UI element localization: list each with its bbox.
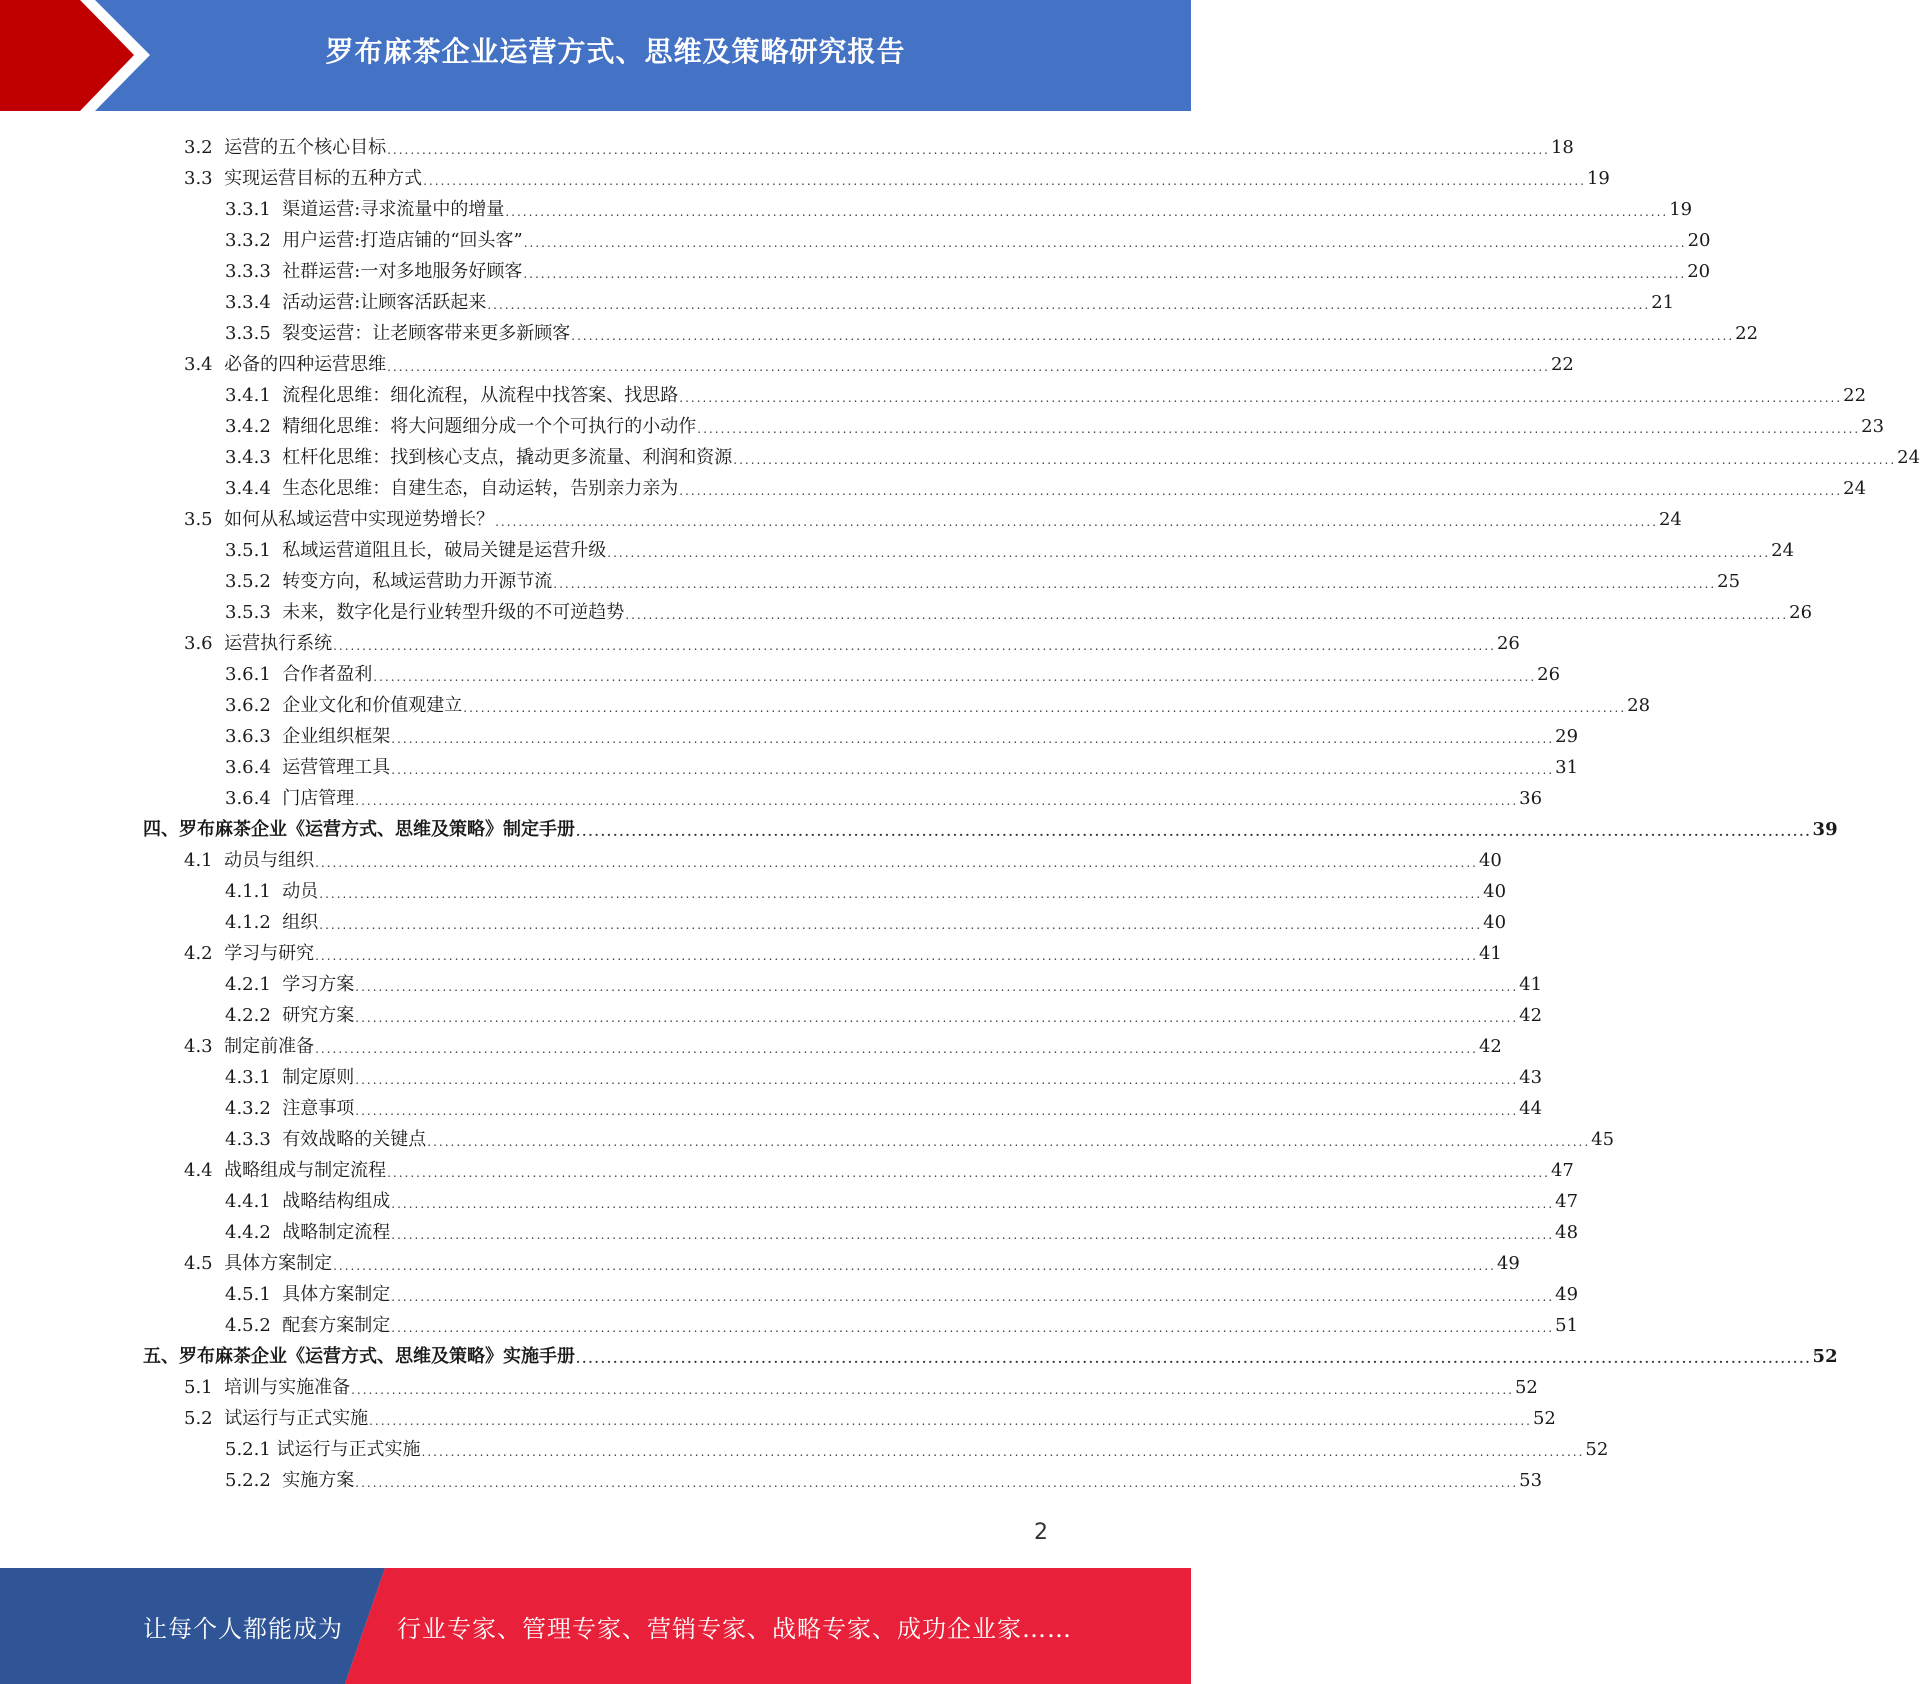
toc-entry[interactable]	[184, 841, 1502, 872]
toc-entry-page: 52	[1585, 1439, 1609, 1460]
toc-entry-number: 4.4.2	[225, 1222, 283, 1243]
toc-dot-leader: ........................................................................................................................................................................................................	[373, 670, 1537, 684]
toc-entry-number: 4.2.1	[225, 974, 283, 995]
toc-dot-leader: ........................................................................................................................................................................................................	[391, 1197, 1555, 1211]
toc-entry[interactable]	[184, 624, 1520, 655]
toc-entry-title: 动员	[282, 881, 319, 902]
toc-entry[interactable]	[184, 1399, 1556, 1430]
toc-entry-page: 20	[1687, 230, 1711, 251]
toc-entry-number: 3.5	[184, 509, 225, 530]
toc-entry-number: 4.4	[184, 1160, 225, 1181]
toc-entry-number: 4.1.1	[225, 881, 283, 902]
toc-entry-title: 战略制定流程	[282, 1222, 391, 1243]
toc-entry-number: 4.5	[184, 1253, 225, 1274]
toc-entry-title: 战略结构组成	[282, 1191, 391, 1212]
toc-entry-title: 私域运营道阻且长，破局关键是运营升级	[282, 540, 607, 561]
toc-entry-title: 社群运营:一对多地服务好顾客	[282, 261, 523, 282]
toc-dot-leader: ........................................................................................................................................................................................................	[391, 1290, 1555, 1304]
toc-entry[interactable]	[225, 1182, 1579, 1213]
toc-entry-page: 40	[1483, 912, 1507, 933]
toc-entry-title: 研究方案	[282, 1005, 355, 1026]
toc-entry-page: 22	[1550, 354, 1574, 375]
toc-entry[interactable]	[225, 1120, 1615, 1151]
toc-entry-number: 3.6	[184, 633, 225, 654]
toc-entry-number: 3.5.2	[225, 571, 283, 592]
toc-entry-title: 学习与研究	[224, 943, 315, 964]
toc-entry-title: 企业文化和价值观建立	[282, 695, 463, 716]
toc-entry-number: 4.3	[184, 1036, 225, 1057]
toc-entry[interactable]	[225, 1430, 1609, 1461]
toc-entry-number: 4.3.1	[225, 1067, 283, 1088]
toc-dot-leader: ........................................................................................................................................................................................................	[607, 546, 1771, 560]
toc-dot-leader: ........................................................................................................................................................................................................	[463, 701, 1627, 715]
toc-entry-page: 39	[1812, 819, 1838, 840]
toc-entry-title: 合作者盈利	[282, 664, 373, 685]
toc-entry-page: 41	[1478, 943, 1502, 964]
toc-entry-number: 3.6.4	[225, 757, 283, 778]
toc-dot-leader: ........................................................................................................................................................................................................	[315, 856, 1478, 870]
toc-entry-title: 试运行与正式实施	[224, 1408, 369, 1429]
toc-entry-number: 五、	[143, 1346, 179, 1367]
toc-entry-page: 26	[1537, 664, 1561, 685]
toc-entry[interactable]	[225, 252, 1711, 283]
toc-entry-page: 25	[1717, 571, 1741, 592]
toc-entry-number: 4.2.2	[225, 1005, 283, 1026]
toc-dot-leader: ........................................................................................................................................................................................................	[625, 608, 1789, 622]
toc-entry-page: 45	[1591, 1129, 1615, 1150]
toc-entry[interactable]	[225, 407, 1885, 438]
toc-entry-page: 28	[1627, 695, 1651, 716]
toc-entry-page: 49	[1555, 1284, 1579, 1305]
toc-entry[interactable]	[225, 221, 1711, 252]
toc-entry[interactable]	[225, 190, 1693, 221]
toc-entry-number: 4.3.2	[225, 1098, 283, 1119]
toc-entry-number: 3.4.4	[225, 478, 283, 499]
toc-dot-leader: ........................................................................................................................................................................................................	[679, 484, 1843, 498]
toc-entry-page: 47	[1555, 1191, 1579, 1212]
toc-entry-number: 3.2	[184, 137, 225, 158]
page-number: 2	[1034, 1520, 1048, 1545]
toc-entry-number: 3.5.3	[225, 602, 283, 623]
toc-entry-number: 4.2	[184, 943, 225, 964]
toc-dot-leader: ........................................................................................................................................................................................................	[505, 205, 1669, 219]
toc-entry-number: 3.3.3	[225, 261, 283, 282]
toc-entry-title: 运营执行系统	[224, 633, 333, 654]
toc-entry-title: 制定前准备	[224, 1036, 315, 1057]
toc-entry-title: 运营管理工具	[282, 757, 391, 778]
page-footer	[0, 1568, 1191, 1684]
toc-dot-leader: ........................................................................................................................................................................................................	[355, 980, 1519, 994]
toc-entry[interactable]	[225, 438, 1920, 469]
toc-entry[interactable]	[225, 996, 1543, 1027]
header-arrow-decoration	[0, 0, 160, 111]
toc-entry-number: 3.3.5	[225, 323, 283, 344]
toc-dot-leader: ........................................................................................................................................................................................................	[576, 1352, 1812, 1366]
toc-entry[interactable]	[225, 903, 1507, 934]
toc-entry[interactable]	[225, 376, 1867, 407]
toc-entry[interactable]	[225, 1275, 1579, 1306]
toc-entry[interactable]	[225, 562, 1741, 593]
toc-entry-title: 裂变运营：让老顾客带来更多新顾客	[282, 323, 571, 344]
toc-entry-page: 21	[1651, 292, 1675, 313]
toc-entry[interactable]	[225, 779, 1543, 810]
toc-dot-leader: ........................................................................................................................................................................................................	[423, 174, 1586, 188]
toc-dot-leader: ........................................................................................................................................................................................................	[355, 1476, 1519, 1490]
page-header	[0, 0, 1191, 111]
toc-entry-number: 3.3.2	[225, 230, 283, 251]
toc-entry-title: 流程化思维：细化流程，从流程中找答案、找思路	[282, 385, 679, 406]
toc-entry[interactable]	[225, 1306, 1579, 1337]
toc-entry[interactable]	[184, 500, 1682, 531]
toc-entry-page: 52	[1812, 1346, 1838, 1367]
toc-entry-page: 22	[1843, 385, 1867, 406]
toc-dot-leader: ........................................................................................................................................................................................................	[487, 298, 1651, 312]
toc-dot-leader: ........................................................................................................................................................................................................	[355, 1104, 1519, 1118]
toc-entry-page: 24	[1897, 447, 1920, 468]
toc-entry-page: 52	[1514, 1377, 1538, 1398]
toc-entry-title: 培训与实施准备	[224, 1377, 351, 1398]
toc-dot-leader: ........................................................................................................................................................................................................	[679, 391, 1843, 405]
toc-entry-page: 49	[1496, 1253, 1520, 1274]
toc-entry-number: 3.6.3	[225, 726, 283, 747]
toc-dot-leader: ........................................................................................................................................................................................................	[427, 1135, 1591, 1149]
toc-entry-page: 47	[1550, 1160, 1574, 1181]
toc-entry-page: 52	[1532, 1408, 1556, 1429]
toc-entry-number: 3.3.4	[225, 292, 283, 313]
toc-entry[interactable]	[184, 1368, 1538, 1399]
toc-dot-leader: ........................................................................................................................................................................................................	[333, 1259, 1496, 1273]
toc-dot-leader: ........................................................................................................................................................................................................	[391, 1228, 1555, 1242]
toc-dot-leader: ........................................................................................................................................................................................................	[319, 918, 1483, 932]
toc-entry-page: 26	[1789, 602, 1813, 623]
toc-entry-title: 企业组织框架	[282, 726, 391, 747]
toc-entry-number: 3.4.2	[225, 416, 283, 437]
toc-entry-number: 4.4.1	[225, 1191, 283, 1212]
toc-entry-page: 36	[1519, 788, 1543, 809]
toc-entry-page: 31	[1555, 757, 1579, 778]
toc-entry-title: 动员与组织	[224, 850, 315, 871]
toc-entry-page: 20	[1687, 261, 1711, 282]
toc-entry-title: 注意事项	[282, 1098, 355, 1119]
toc-dot-leader: ........................................................................................................................................................................................................	[315, 1042, 1478, 1056]
toc-dot-leader: ........................................................................................................................................................................................................	[355, 1073, 1519, 1087]
toc-entry-title: 转变方向，私域运营助力开源节流	[282, 571, 553, 592]
toc-entry-title: 组织	[282, 912, 319, 933]
toc-entry-page: 41	[1519, 974, 1543, 995]
toc-entry-page: 42	[1519, 1005, 1543, 1026]
toc-entry-title: 罗布麻茶企业《运营方式、思维及策略》制定手册	[179, 819, 575, 840]
toc-entry-page: 43	[1519, 1067, 1543, 1088]
toc-entry-title: 门店管理	[282, 788, 355, 809]
toc-entry-number: 4.1.2	[225, 912, 283, 933]
toc-entry[interactable]	[184, 934, 1502, 965]
toc-entry-title: 渠道运营:寻求流量中的增量	[282, 199, 505, 220]
report-title: 罗布麻茶企业运营方式、思维及策略研究报告	[325, 35, 906, 68]
toc-entry-title: 生态化思维：自建生态，自动运转，告别亲力亲为	[282, 478, 679, 499]
toc-dot-leader: ........................................................................................................................................................................................................	[355, 794, 1519, 808]
toc-entry-number: 四、	[143, 819, 179, 840]
toc-entry[interactable]	[225, 1461, 1543, 1492]
toc-entry[interactable]	[225, 283, 1675, 314]
footer-slogan-left: 让每个人都能成为	[143, 1614, 343, 1643]
toc-entry-number: 3.6.4	[225, 788, 283, 809]
toc-entry-number: 3.4.3	[225, 447, 283, 468]
toc-dot-leader: ........................................................................................................................................................................................................	[351, 1383, 1514, 1397]
toc-entry-page: 40	[1478, 850, 1502, 871]
toc-entry-number: 4.5.1	[225, 1284, 283, 1305]
toc-dot-leader: ........................................................................................................................................................................................................	[523, 267, 1687, 281]
toc-entry[interactable]	[225, 531, 1795, 562]
toc-dot-leader: ........................................................................................................................................................................................................	[369, 1414, 1532, 1428]
toc-entry-title: 具体方案制定	[224, 1253, 333, 1274]
toc-entry-title: 战略组成与制定流程	[224, 1160, 387, 1181]
toc-entry-number: 3.3	[184, 168, 225, 189]
toc-entry[interactable]	[225, 872, 1507, 903]
toc-entry[interactable]	[184, 159, 1610, 190]
toc-entry[interactable]	[225, 1213, 1579, 1244]
toc-entry-title: 活动运营:让顾客活跃起来	[282, 292, 487, 313]
toc-dot-leader: ........................................................................................................................................................................................................	[553, 577, 1717, 591]
toc-dot-leader: ........................................................................................................................................................................................................	[355, 1011, 1519, 1025]
toc-entry-page: 23	[1861, 416, 1885, 437]
toc-entry-title: 运营的五个核心目标	[224, 137, 387, 158]
toc-entry-number: 3.5.1	[225, 540, 283, 561]
toc-dot-leader: ........................................................................................................................................................................................................	[387, 143, 1550, 157]
toc-entry-page: 44	[1519, 1098, 1543, 1119]
toc-entry-page: 51	[1555, 1315, 1579, 1336]
toc-dot-leader: ........................................................................................................................................................................................................	[523, 236, 1687, 250]
toc-entry-title: 如何从私域运营中实现逆势增长？	[224, 509, 495, 530]
toc-entry-title: 配套方案制定	[282, 1315, 391, 1336]
toc-entry-page: 40	[1483, 881, 1507, 902]
toc-entry-page: 42	[1478, 1036, 1502, 1057]
toc-entry-title: 实施方案	[282, 1470, 355, 1491]
toc-entry-title: 罗布麻茶企业《运营方式、思维及策略》实施手册	[179, 1346, 575, 1367]
toc-entry-number: 5.1	[184, 1377, 225, 1398]
toc-dot-leader: ........................................................................................................................................................................................................	[319, 887, 1483, 901]
toc-entry-page: 24	[1658, 509, 1682, 530]
toc-entry-page: 24	[1771, 540, 1795, 561]
toc-entry-number: 5.2.1	[225, 1439, 277, 1460]
toc-dot-leader: ........................................................................................................................................................................................................	[421, 1445, 1585, 1459]
toc-entry-number: 4.1	[184, 850, 225, 871]
toc-dot-leader: ........................................................................................................................................................................................................	[697, 422, 1861, 436]
toc-entry[interactable]	[143, 1337, 1838, 1368]
toc-dot-leader: ........................................................................................................................................................................................................	[576, 825, 1812, 839]
toc-entry[interactable]	[225, 686, 1651, 717]
toc-dot-leader: ........................................................................................................................................................................................................	[391, 732, 1555, 746]
toc-entry-page: 53	[1519, 1470, 1543, 1491]
toc-entry-title: 必备的四种运营思维	[224, 354, 387, 375]
toc-dot-leader: ........................................................................................................................................................................................................	[571, 329, 1735, 343]
toc-entry[interactable]	[225, 1058, 1543, 1089]
toc-entry-title: 未来，数字化是行业转型升级的不可逆趋势	[282, 602, 625, 623]
toc-entry[interactable]	[225, 717, 1579, 748]
toc-entry-title: 实现运营目标的五种方式	[224, 168, 423, 189]
toc-entry-page: 22	[1735, 323, 1759, 344]
toc-entry-title: 有效战略的关键点	[282, 1129, 427, 1150]
toc-entry-page: 26	[1496, 633, 1520, 654]
toc-entry-number: 3.3.1	[225, 199, 283, 220]
toc-dot-leader: ........................................................................................................................................................................................................	[495, 515, 1658, 529]
toc-entry-number: 3.6.1	[225, 664, 283, 685]
toc-entry-title: 试运行与正式实施	[276, 1439, 421, 1460]
toc-entry-title: 精细化思维：将大问题细分成一个个可执行的小动作	[282, 416, 697, 437]
toc-dot-leader: ........................................................................................................................................................................................................	[315, 949, 1478, 963]
toc-entry-page: 48	[1555, 1222, 1579, 1243]
toc-entry-title: 具体方案制定	[282, 1284, 391, 1305]
toc-entry[interactable]	[184, 1027, 1502, 1058]
toc-entry-number: 5.2	[184, 1408, 225, 1429]
toc-entry-number: 3.4	[184, 354, 225, 375]
toc-entry-number: 4.3.3	[225, 1129, 283, 1150]
toc-entry[interactable]	[225, 469, 1867, 500]
toc-entry[interactable]	[143, 810, 1838, 841]
toc-entry-title: 用户运营:打造店铺的“回头客”	[282, 230, 523, 251]
toc-entry[interactable]	[184, 1151, 1574, 1182]
toc-entry[interactable]	[225, 655, 1561, 686]
toc-entry-page: 19	[1586, 168, 1610, 189]
toc-entry-page: 19	[1669, 199, 1693, 220]
toc-dot-leader: ........................................................................................................................................................................................................	[733, 453, 1897, 467]
toc-entry-title: 杠杆化思维：找到核心支点，撬动更多流量、利润和资源	[282, 447, 733, 468]
toc-entry[interactable]	[184, 128, 1574, 159]
toc-entry[interactable]	[225, 748, 1579, 779]
toc-dot-leader: ........................................................................................................................................................................................................	[387, 1166, 1550, 1180]
toc-entry[interactable]	[225, 593, 1813, 624]
toc-entry-page: 29	[1555, 726, 1579, 747]
footer-slogan-right: 行业专家、管理专家、营销专家、战略专家、成功企业家……	[397, 1614, 1072, 1643]
toc-entry-number: 3.6.2	[225, 695, 283, 716]
toc-entry[interactable]	[184, 345, 1574, 376]
toc-dot-leader: ........................................................................................................................................................................................................	[333, 639, 1496, 653]
toc-entry-number: 4.5.2	[225, 1315, 283, 1336]
toc-entry[interactable]	[225, 965, 1543, 996]
toc-entry-page: 18	[1550, 137, 1574, 158]
toc-entry-number: 3.4.1	[225, 385, 283, 406]
toc-entry-page: 24	[1843, 478, 1867, 499]
toc-entry[interactable]	[184, 1244, 1520, 1275]
toc-entry-title: 学习方案	[282, 974, 355, 995]
toc-entry[interactable]	[225, 314, 1759, 345]
toc-entry-title: 制定原则	[282, 1067, 355, 1088]
toc-dot-leader: ........................................................................................................................................................................................................	[387, 360, 1550, 374]
toc-dot-leader: ........................................................................................................................................................................................................	[391, 763, 1555, 777]
toc-entry[interactable]	[225, 1089, 1543, 1120]
toc-dot-leader: ........................................................................................................................................................................................................	[391, 1321, 1555, 1335]
toc-entry-number: 5.2.2	[225, 1470, 283, 1491]
